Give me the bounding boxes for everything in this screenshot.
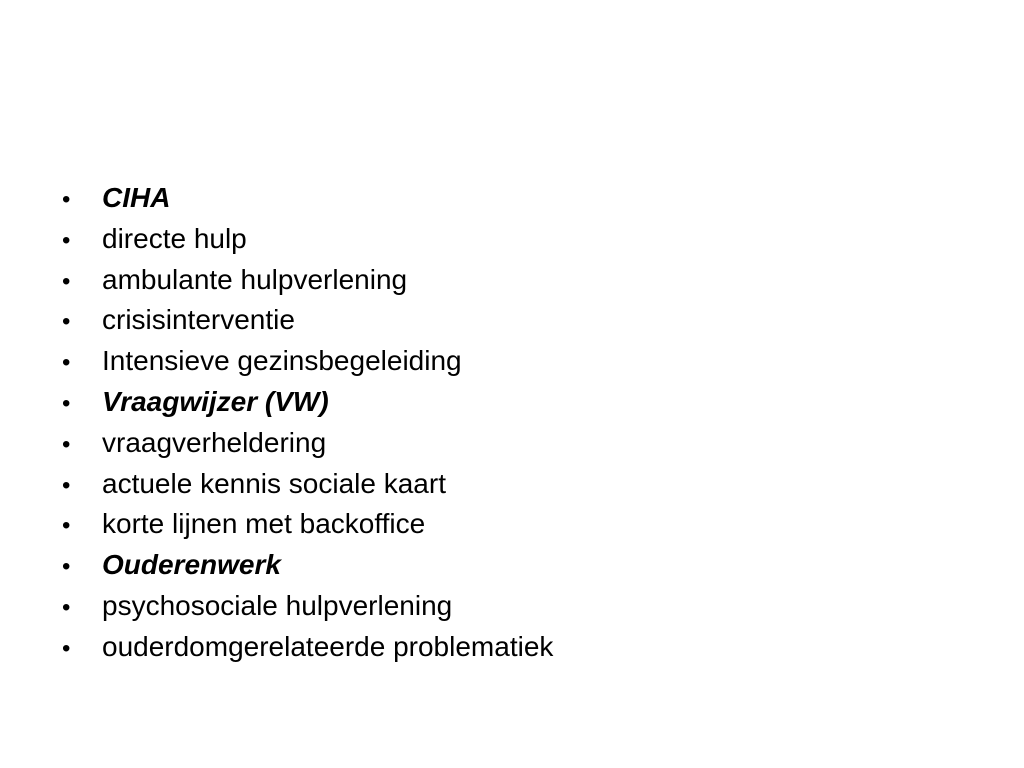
bullet-text: ouderdomgerelateerde problematiek bbox=[102, 630, 554, 662]
bullet-text: psychosociale hulpverlening bbox=[102, 589, 453, 621]
bullet-icon: • bbox=[62, 389, 71, 417]
bullet-item-ambulante-hulpverlening bbox=[60, 260, 553, 301]
bullet-text: ambulante hulpverlening bbox=[102, 263, 408, 295]
bullet-item-intensieve-gezinsbegeleiding bbox=[60, 341, 553, 382]
bullet-item-ouderdomgerelateerde-problematiek bbox=[60, 627, 553, 668]
bullet-icon: • bbox=[62, 349, 71, 377]
bullet-item-directe-hulp bbox=[60, 219, 553, 260]
bullet-item-vraagverheldering bbox=[60, 423, 553, 464]
bullet-icon: • bbox=[62, 553, 71, 581]
bullet-icon: • bbox=[62, 226, 71, 254]
bullet-text: directe hulp bbox=[102, 222, 247, 254]
bullet-item-actuele-kennis bbox=[60, 464, 553, 505]
bullet-item-korte-lijnen bbox=[60, 504, 553, 545]
bullet-icon: • bbox=[62, 634, 71, 662]
bullet-list bbox=[60, 178, 553, 668]
bullet-icon: • bbox=[62, 471, 71, 499]
bullet-icon: • bbox=[62, 430, 71, 458]
bullet-icon: • bbox=[62, 308, 71, 336]
bullet-text: CIHA bbox=[102, 182, 171, 213]
bullet-text: vraagverheldering bbox=[102, 426, 327, 458]
bullet-icon: • bbox=[62, 186, 71, 213]
bullet-icon: • bbox=[62, 512, 71, 540]
bullet-icon: • bbox=[62, 267, 71, 295]
bullet-item-vraagwijzer bbox=[60, 382, 553, 423]
bullet-text: actuele kennis sociale kaart bbox=[102, 467, 446, 499]
bullet-text: Intensieve gezinsbegeleiding bbox=[102, 345, 462, 377]
bullet-item-ciha bbox=[60, 178, 553, 219]
bullet-item-psychosociale-hulpverlening bbox=[60, 586, 553, 627]
bullet-text: Ouderenwerk bbox=[102, 549, 281, 581]
bullet-text: crisisinterventie bbox=[102, 304, 295, 336]
bullet-text: korte lijnen met backoffice bbox=[102, 508, 426, 540]
bullet-item-ouderenwerk bbox=[60, 545, 553, 586]
bullet-item-crisisinterventie bbox=[60, 300, 553, 341]
bullet-icon: • bbox=[62, 593, 71, 621]
bullet-text: Vraagwijzer (VW) bbox=[102, 385, 329, 417]
